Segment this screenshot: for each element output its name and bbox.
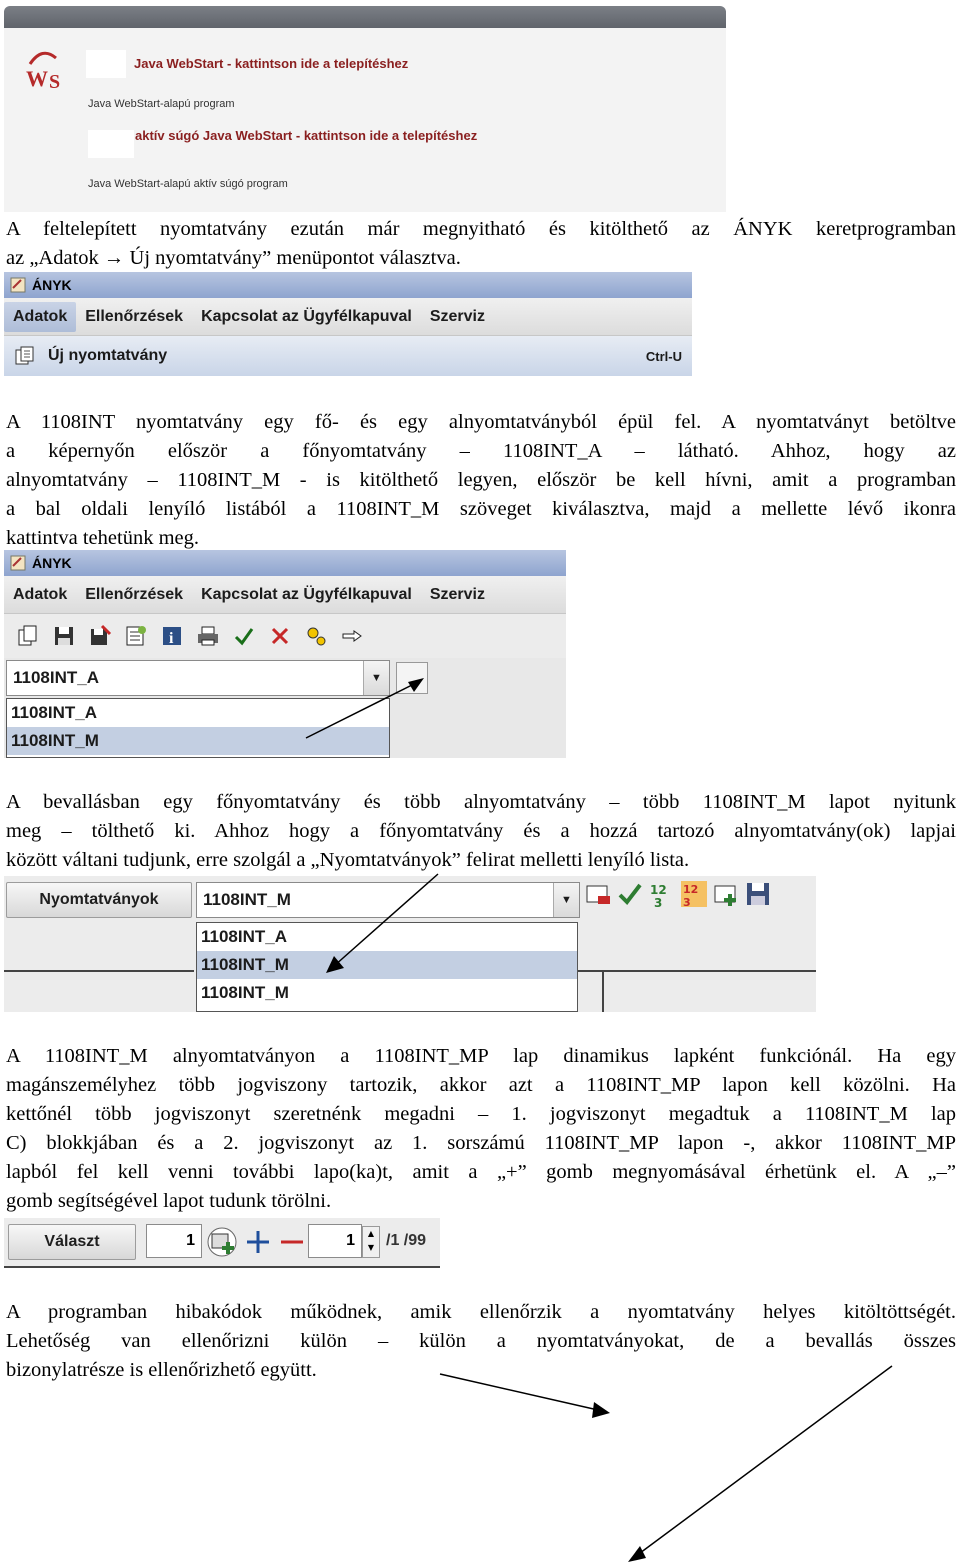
- app-icon: [10, 555, 26, 571]
- text-line: kattintva tehetünk meg.: [6, 527, 199, 549]
- anyk-menu-window: [4, 272, 692, 376]
- arrow-head: [592, 1402, 610, 1418]
- blank-patch: [88, 130, 134, 158]
- webstart-caption: Java WebStart-alapú program: [88, 98, 235, 110]
- list-item[interactable]: 1108INT_M: [197, 951, 577, 979]
- text-line: A 1108INT nyomtatvány egy fő- és egy alnyomtatványból épül fel. A nyomtatványt betöltve: [6, 411, 956, 433]
- text-line: A programban hibakódok működnek, amik ellenőrzik a nyomtatvány helyes kitöltöttségét.: [6, 1301, 956, 1323]
- select-button[interactable]: Választ: [8, 1224, 136, 1260]
- form-select-value: 1108INT_A: [13, 668, 99, 687]
- plus-icon[interactable]: [242, 1226, 274, 1258]
- divider: [602, 972, 604, 1012]
- webstart-link[interactable]: Java WebStart - kattintson ide a telepítéshez: [134, 56, 409, 71]
- text-line: magánszemélyhez több jogviszony tartozik, akkor azt a 1108INT_MP lapon kell közölni. Ha: [6, 1074, 956, 1096]
- menu-item-label: Új nyomtatvány: [48, 347, 168, 364]
- text-line: alnyomtatvány – 1108INT_M - is kitölthető legyen, először be kell hívni, amit a programban: [6, 469, 956, 491]
- page-total: /1 /99: [386, 1232, 427, 1249]
- menu-kapcsolat[interactable]: Kapcsolat az Ügyfélkapuval: [201, 307, 412, 325]
- numbering-icon[interactable]: [648, 880, 676, 908]
- settings-icon[interactable]: [302, 622, 330, 650]
- page-number-field[interactable]: 1: [308, 1224, 362, 1258]
- menu-szerviz[interactable]: Szerviz: [429, 307, 485, 325]
- annotation-arrows: [0, 1340, 960, 1565]
- paragraph-3: [6, 788, 956, 875]
- text-line: A 1108INT_M alnyomtatványon a 1108INT_MP lap dinamikus lapként funkciónál. Ha egy: [6, 1045, 956, 1067]
- forms-select-value: 1108INT_M: [203, 890, 291, 909]
- help-webstart-caption: Java WebStart-alapú aktív súgó program: [88, 178, 288, 190]
- svg-text:12: 12: [683, 883, 699, 896]
- logo-icon: [22, 44, 72, 96]
- list-item[interactable]: 1108INT_M: [7, 727, 389, 755]
- chevron-down-icon[interactable]: ▼: [363, 661, 389, 695]
- paragraph-1: [6, 215, 956, 273]
- pointer-arrow: [320, 870, 450, 980]
- arrow-head: [628, 1546, 646, 1562]
- print-icon[interactable]: [194, 622, 222, 650]
- close-icon[interactable]: [266, 622, 294, 650]
- list-item[interactable]: 1108INT_A: [201, 927, 287, 946]
- svg-text:12: 12: [650, 883, 667, 897]
- window-title: ÁNYK: [32, 555, 72, 571]
- new-form-icon[interactable]: [14, 622, 42, 650]
- menu-ellenorzesek[interactable]: Ellenőrzések: [85, 585, 184, 603]
- text-line: C) blokkjában és a 2. jogviszonyt az 1. sorszámú 1108INT_MP lapon -, akkor 1108INT_MP: [6, 1132, 956, 1154]
- ok-icon[interactable]: [616, 880, 644, 908]
- menu-item-new-form[interactable]: [4, 336, 692, 376]
- svg-text:3: 3: [683, 896, 691, 908]
- arrow-line: [636, 1366, 892, 1556]
- paragraph-2: [6, 408, 956, 553]
- text-line: Lehetőség van ellenőrizni külön – külön a nyomtatványokat, de a bevallás összes: [6, 1330, 956, 1352]
- help-webstart-link[interactable]: aktív súgó Java WebStart - kattintson ide a telepítéshez: [135, 128, 478, 143]
- title-bar: [4, 550, 566, 576]
- svg-text:W: W: [26, 66, 48, 91]
- menu-kapcsolat[interactable]: Kapcsolat az Ügyfélkapuval: [201, 585, 412, 603]
- arrow-line: [440, 1374, 598, 1410]
- menu-bar: [4, 298, 692, 336]
- info-icon[interactable]: [158, 622, 186, 650]
- anyk-toolbar-window: [4, 550, 566, 758]
- text-line: között váltani tudjunk, erre szolgál a „Nyomtatványok” felirat melletti lenyíló lista.: [6, 849, 690, 871]
- text-line: A bevallásban egy főnyomtatvány és több alnyomtatvány – több 1108INT_M lapot nyitunk: [6, 791, 956, 813]
- add-sheet-icon[interactable]: [206, 1226, 238, 1258]
- add-form-icon[interactable]: [712, 880, 740, 908]
- minus-icon[interactable]: [276, 1226, 308, 1258]
- text-line: az „Adatok → Új nyomtatvány” menüpontot választva.: [6, 247, 461, 269]
- menu-adatok[interactable]: Adatok: [4, 302, 76, 332]
- text-line: kettőnél több jogviszonyt szeretnénk megadni – 1. jogviszonyt megadtuk a 1108INT_M lap: [6, 1103, 956, 1125]
- shortcut-label: Ctrl-U: [645, 348, 682, 364]
- text-line: a bal oldali lenyíló listából a 1108INT_M szöveget kiválasztva, majd a mellette lévő ikonra: [6, 498, 956, 520]
- menu-bar: [4, 576, 566, 614]
- paragraph-4: [6, 1042, 956, 1216]
- divider: [4, 1266, 440, 1268]
- save-as-icon[interactable]: [86, 622, 114, 650]
- menu-ellenorzesek[interactable]: Ellenőrzések: [85, 307, 184, 325]
- webstart-panel: [4, 6, 726, 212]
- ok-icon[interactable]: [230, 622, 258, 650]
- svg-text:3: 3: [654, 896, 663, 908]
- app-icon: [10, 277, 26, 293]
- pointer-arrow: [300, 672, 430, 744]
- text-line: a képernyőn először a főnyomtatvány – 1108INT_A – látható. Ahhoz, hogy az: [6, 440, 956, 462]
- page-nav-window: [4, 1218, 440, 1268]
- menu-adatok[interactable]: Adatok: [13, 585, 68, 603]
- text-line: bizonylatrésze is ellenőrizhető együtt.: [6, 1359, 317, 1381]
- list-item[interactable]: 1108INT_A: [11, 703, 97, 722]
- check-form-icon[interactable]: [122, 622, 150, 650]
- svg-text:S: S: [49, 71, 61, 93]
- save-icon[interactable]: [744, 880, 772, 908]
- forms-label-button: Nyomtatványok: [6, 882, 192, 918]
- pointer-icon[interactable]: [338, 622, 366, 650]
- text-line: lapból fel kell venni további lapo(ka)t, amit a „+” gomb megnyomásával érhetünk el. A „–”: [6, 1161, 956, 1183]
- list-item[interactable]: 1108INT_M: [201, 983, 289, 1002]
- title-bar: [4, 272, 692, 298]
- new-form-icon: [14, 345, 36, 367]
- menu-szerviz[interactable]: Szerviz: [429, 585, 485, 603]
- text-line: meg – tölthető ki. Ahhoz hogy a főnyomtatvány és a hozzá tartozó alnyomtatvány(ok) lapjai: [6, 820, 956, 842]
- text-line: gomb segítségével lapot tudunk törölni.: [6, 1190, 332, 1212]
- forms-toolbar: [584, 880, 772, 908]
- sheet-number-field[interactable]: 1: [146, 1224, 202, 1258]
- svg-text:i: i: [169, 630, 174, 647]
- divider: [4, 970, 194, 972]
- divider: [578, 970, 816, 972]
- text-line: A feltelepített nyomtatvány ezután már megnyitható és kitölthető az ÁNYK keretprogramban: [6, 218, 956, 240]
- blank-patch: [86, 50, 126, 78]
- reorder-icon[interactable]: [680, 880, 708, 908]
- toolbar: [4, 614, 566, 658]
- page-spinner[interactable]: ▲ ▼: [362, 1226, 380, 1258]
- chevron-down-icon[interactable]: ▼: [553, 883, 579, 917]
- webstart-top-bar: [4, 6, 726, 28]
- window-title: ÁNYK: [32, 277, 72, 293]
- save-icon[interactable]: [50, 622, 78, 650]
- remove-form-icon[interactable]: [584, 880, 612, 908]
